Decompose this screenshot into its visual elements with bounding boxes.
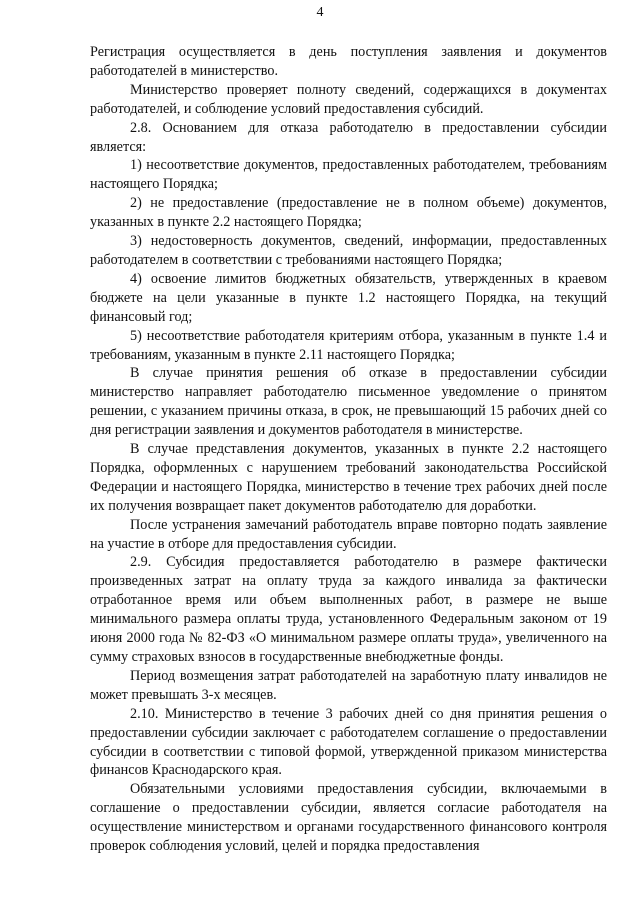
paragraph-2-8: 2.8. Основанием для отказа работодателю в предоставлении субсидии является: (90, 119, 607, 155)
document-body (90, 43, 607, 856)
paragraph-resubmission: После устранения замечаний работодатель вправе повторно подать заявление на участие в отборе для предоставления субсидии. (90, 516, 607, 552)
paragraph-2-8-item-4: 4) освоение лимитов бюджетных обязательств, утвержденных в краевом бюджете на цели указанные в пункте 1.2 настоящего Порядка, на текущий финансовый год; (90, 270, 607, 325)
paragraph-2-8-item-1: 1) несоответствие документов, предоставленных работодателем, требованиям настоящего Порядка; (90, 157, 607, 193)
paragraph-ministry-check: Министерство проверяет полноту сведений, содержащихся в документах работодателей, и соблюдение условий предоставления субсидий. (90, 81, 607, 117)
paragraph-refusal-notice: В случае принятия решения об отказе в предоставлении субсидии министерство направляет работодателю письменное уведомление о принятом решении, с указанием причины отказа, в срок, не превышающий 15 рабочих дней со дня регистрации заявления и документов работодателя в министерстве. (90, 365, 607, 439)
page-number: 4 (316, 5, 324, 20)
paragraph-2-10: 2.10. Министерство в течение 3 рабочих дней со дня принятия решения о предоставлении субсидии заключает с работодателем соглашение о предоставлении субсидии в соответствии с типовой формой, утвержденной приказом министерства финансов Краснодарского края. (90, 705, 607, 779)
paragraph-registration: Регистрация осуществляется в день поступления заявления и документов работодателей в министерство. (90, 44, 607, 79)
paragraph-2-9: 2.9. Субсидия предоставляется работодателю в размере фактически произведенных затрат на оплату труда за каждого инвалида за фактически отработанное время или объем выполненных работ, в размере не выше минимального размера оплаты труда, установленного Федеральным законом от 19 июня 2000 года № 82-ФЗ «О минимальном размере оплаты труда», увеличенного на сумму страховых взносов в государственные внебюджетные фонды. (90, 554, 607, 665)
paragraph-documents-return: В случае представления документов, указанных в пункте 2.2 настоящего Порядка, оформленных с нарушением требований законодательства Российской Федерации и настоящего Порядка, министерство в течение трех рабочих дней после их получения возвращает пакет документов работодателю для доработки. (90, 441, 607, 514)
paragraph-reimbursement-period: Период возмещения затрат работодателей на заработную плату инвалидов не может превышать 3-х месяцев. (90, 667, 607, 703)
paragraph-2-8-item-5: 5) несоответствие работодателя критериям отбора, указанным в пункте 1.4 и требованиям, указанным в пункте 2.11 настоящего Порядка; (90, 327, 607, 363)
paragraph-2-8-item-3: 3) недостоверность документов, сведений, информации, предоставленных работодателем в соответствии с требованиями настоящего Порядка; (90, 233, 607, 268)
paragraph-mandatory-conditions: Обязательными условиями предоставления субсидии, включаемыми в соглашение о предоставлении субсидии, является согласие работодателя на осуществление министерством и органами государственного финансового контроля проверок соблюдения условий, целей и порядка предоставления (90, 781, 607, 855)
paragraph-2-8-item-2: 2) не предоставление (предоставление не в полном объеме) документов, указанных в пункте 2.2 настоящего Порядка; (90, 195, 607, 231)
